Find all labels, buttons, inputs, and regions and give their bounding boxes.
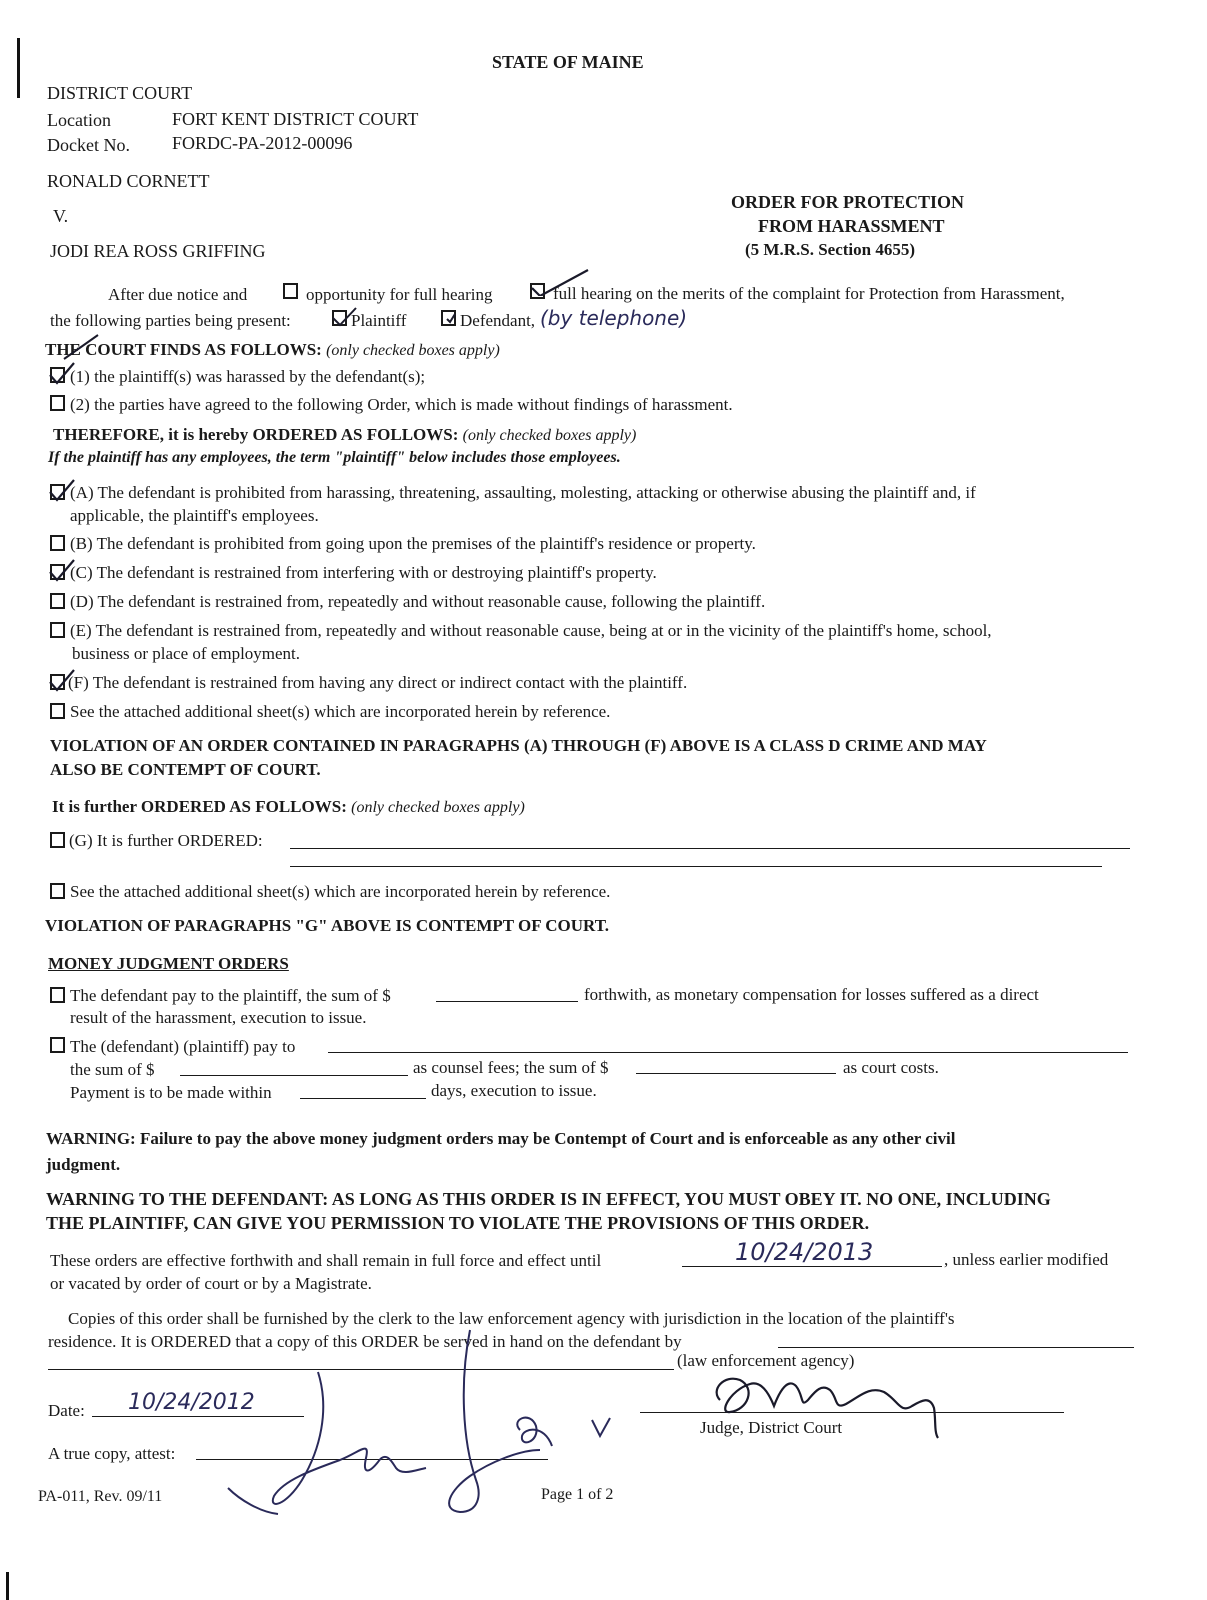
versus: V.: [53, 206, 69, 226]
defendant-warning-1: WARNING TO THE DEFENDANT: AS LONG AS THIS ORDER IS IN EFFECT, YOU MUST OBEY IT. NO ONE, INCLUDING: [46, 1189, 1051, 1209]
money-2-days-execution: days, execution to issue.: [431, 1081, 597, 1100]
order-d-text: (D) The defendant is restrained from, repeatedly and without reasonable cause, following the plaintiff.: [70, 592, 766, 611]
opportunity-checkbox[interactable]: [283, 283, 298, 299]
order-g-checkbox[interactable]: [50, 832, 65, 848]
location-label: Location: [47, 110, 111, 130]
money-2-counsel-amount-field[interactable]: [180, 1075, 408, 1076]
money-2-payment-within: Payment is to be made within: [70, 1083, 272, 1102]
date-label: Date:: [48, 1401, 85, 1420]
money-2-counsel-fees: as counsel fees; the sum of $: [413, 1058, 609, 1077]
page-number: Page 1 of 2: [541, 1486, 614, 1503]
order-b-checkbox[interactable]: [50, 535, 65, 551]
copies-text-1: Copies of this order shall be furnished by the clerk to the law enforcement agency with jurisdiction in the location of the plaintiff's: [68, 1309, 955, 1328]
further-heading: It is further ORDERED AS FOLLOWS:: [52, 797, 347, 816]
order-g-line-2[interactable]: [290, 866, 1102, 867]
findings-heading-row: [45, 340, 500, 360]
served-by-field[interactable]: [778, 1347, 1134, 1348]
money-1-amount-field[interactable]: [436, 1001, 578, 1002]
order-a-text-cont: applicable, the plaintiff's employees.: [70, 506, 319, 525]
money-2-sum-label: the sum of $: [70, 1060, 155, 1079]
order-title-2: FROM HARASSMENT: [758, 216, 945, 236]
order-b-text: (B) The defendant is prohibited from going upon the premises of the plaintiff's residence or property.: [70, 534, 756, 553]
money-2-costs-amount-field[interactable]: [636, 1073, 836, 1074]
findings-stray-mark: [62, 333, 102, 363]
employees-note: If the plaintiff has any employees, the term "plaintiff" below includes those employees.: [48, 449, 621, 466]
margin-mark: [17, 38, 20, 98]
money-1-text-a: The defendant pay to the plaintiff, the sum of $: [70, 986, 391, 1005]
money-2-payee-field[interactable]: [328, 1052, 1128, 1053]
defendant-name: JODI REA ROSS GRIFFING: [50, 241, 266, 261]
copies-text-2: residence. It is ORDERED that a copy of this ORDER be served in hand on the defendant by: [48, 1332, 682, 1351]
money-2-days-field[interactable]: [300, 1098, 426, 1099]
money-warning-2: judgment.: [46, 1155, 121, 1174]
orders-heading-row: [53, 425, 636, 445]
further-note: (only checked boxes apply): [351, 799, 525, 816]
orders-note: (only checked boxes apply): [462, 427, 637, 444]
further-attached-text: See the attached additional sheet(s) which are incorporated herein by reference.: [70, 882, 611, 901]
effective-text-1a: These orders are effective forthwith and shall remain in full force and effect until: [50, 1251, 602, 1270]
intro-opportunity: opportunity for full hearing: [306, 285, 493, 304]
order-f-text: (F) The defendant is restrained from having any direct or indirect contact with the plaintiff.: [68, 673, 688, 692]
intro-after-notice: After due notice and: [108, 285, 248, 304]
order-title-1: ORDER FOR PROTECTION: [731, 192, 965, 212]
orders-heading: THEREFORE, it is hereby ORDERED AS FOLLOWS:: [53, 425, 459, 444]
judge-label: Judge, District Court: [700, 1418, 843, 1437]
order-e-text-cont: business or place of employment.: [72, 644, 301, 663]
money-2-text-a: The (defendant) (plaintiff) pay to: [70, 1037, 296, 1056]
order-d-checkbox[interactable]: [50, 593, 65, 609]
money-warning-1: WARNING: Failure to pay the above money judgment orders may be Contempt of Court and is enforceable as any other civil: [46, 1129, 956, 1148]
finding-2-text: (2) the parties have agreed to the following Order, which is made without findings of harassment.: [70, 395, 733, 414]
order-attached-text: See the attached additional sheet(s) which are incorporated herein by reference.: [70, 702, 611, 721]
defendant-warning-2: THE PLAINTIFF, CAN GIVE YOU PERMISSION TO VIOLATE THE PROVISIONS OF THIS ORDER.: [46, 1213, 870, 1233]
intro-parties-present: the following parties being present:: [50, 311, 291, 330]
money-2-court-costs: as court costs.: [843, 1058, 939, 1077]
effective-text-2: or vacated by order of court or by a Magistrate.: [50, 1274, 372, 1293]
intro-full-hearing: full hearing on the merits of the complaint for Protection from Harassment,: [553, 284, 1065, 303]
money-heading: MONEY JUDGMENT ORDERS: [48, 954, 289, 973]
further-attached-checkbox[interactable]: [50, 883, 65, 899]
violation-warning-2: ALSO BE CONTEMPT OF COURT.: [50, 760, 321, 779]
attest-label: A true copy, attest:: [48, 1444, 176, 1463]
violation-g-warning: VIOLATION OF PARAGRAPHS "G" ABOVE IS CONTEMPT OF COURT.: [45, 916, 610, 935]
money-2-checkbox[interactable]: [50, 1037, 65, 1053]
money-1-text-c: result of the harassment, execution to issue.: [70, 1008, 367, 1027]
date-value: 10/24/2012: [128, 1390, 255, 1415]
order-title-3: (5 M.R.S. Section 4655): [745, 240, 915, 259]
state-title: STATE OF MAINE: [492, 52, 644, 72]
findings-note: (only checked boxes apply): [326, 342, 500, 359]
effective-until-date: 10/24/2013: [735, 1238, 874, 1266]
plaintiff-name: RONALD CORNETT: [47, 171, 210, 191]
location-value: FORT KENT DISTRICT COURT: [172, 109, 419, 129]
effective-text-1b: , unless earlier modified: [944, 1250, 1109, 1269]
order-e-text: (E) The defendant is restrained from, repeatedly and without reasonable cause, being at or in the vicinity of the plaintiff's home, school,: [70, 621, 992, 640]
order-c-text: (C) The defendant is restrained from interfering with or destroying plaintiff's property.: [70, 563, 657, 582]
margin-mark-bottom: [6, 1572, 9, 1600]
order-a-text: (A) The defendant is prohibited from harassing, threatening, assaulting, molesting, attacking or otherwise abusing the plaintiff and, if: [70, 483, 976, 502]
docket-label: Docket No.: [47, 135, 130, 155]
money-1-checkbox[interactable]: [50, 987, 65, 1003]
effective-until-field[interactable]: [682, 1266, 942, 1267]
defendant-present-label: Defendant,: [460, 311, 536, 330]
form-id: PA-011, Rev. 09/11: [38, 1488, 163, 1505]
order-e-checkbox[interactable]: [50, 622, 65, 638]
violation-warning-1: VIOLATION OF AN ORDER CONTAINED IN PARAGRAPHS (A) THROUGH (F) ABOVE IS A CLASS D CRIME AND MAY: [50, 736, 987, 755]
plaintiff-present-label: Plaintiff: [351, 311, 407, 330]
money-1-text-b: forthwith, as monetary compensation for losses suffered as a direct: [584, 985, 1039, 1004]
docket-value: FORDC-PA-2012-00096: [172, 133, 353, 153]
order-attached-checkbox[interactable]: [50, 703, 65, 719]
further-heading-row: [52, 797, 525, 817]
order-g-line-1[interactable]: [290, 848, 1130, 849]
agency-label: (law enforcement agency): [677, 1351, 855, 1370]
findings-heading: THE COURT FINDS AS FOLLOWS:: [45, 340, 322, 359]
judge-signature: [700, 1360, 940, 1440]
finding-1-text: (1) the plaintiff(s) was harassed by the defendant(s);: [70, 367, 426, 386]
finding-2-checkbox[interactable]: [50, 395, 65, 411]
court-name: DISTRICT COURT: [47, 83, 193, 103]
order-g-label: (G) It is further ORDERED:: [69, 831, 263, 850]
defendant-check-mark: [441, 309, 461, 329]
handwritten-telephone-note: (by telephone): [540, 306, 688, 330]
